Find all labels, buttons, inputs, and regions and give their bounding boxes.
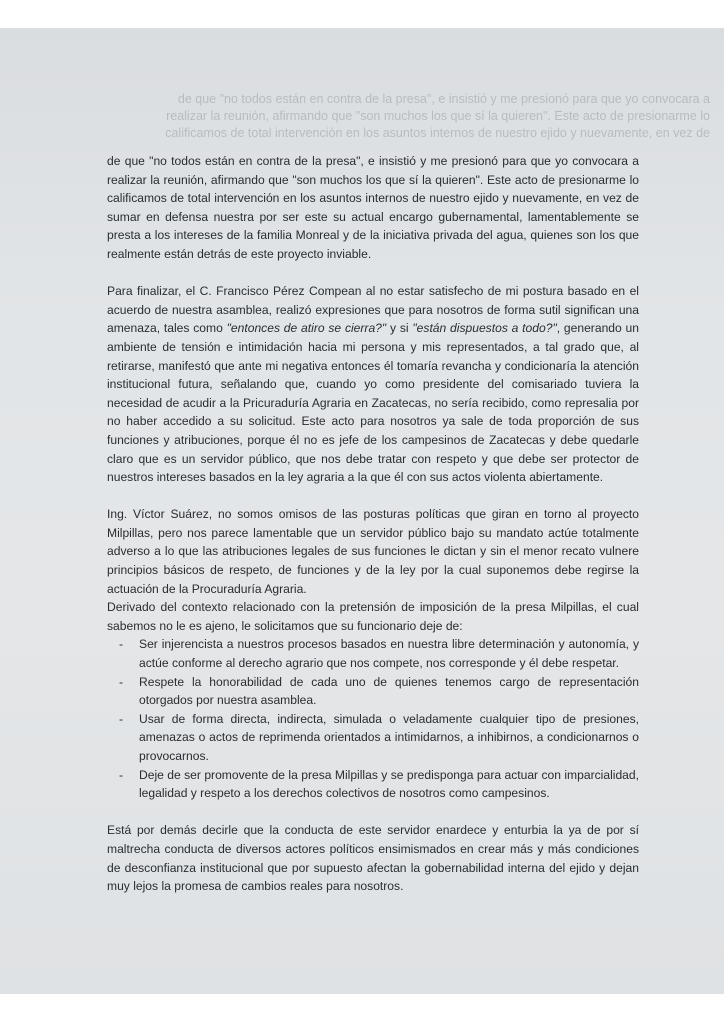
- bleed-through-line: calificamos de total intervención en los asuntos internos de nuestro ejido y nuevamente, en vez de: [165, 126, 710, 140]
- list-item-text: Usar de forma directa, indirecta, simulada o veladamente cualquier tipo de presiones, amenazas o actos de reprimenda orientados a intimidarnos, a inhibirnos, a condicionarnos o provocarnos.: [139, 711, 639, 763]
- list-item-text: Ser injerencista a nuestros procesos basados en nuestra libre determinación y autonomía, y actúe conforme al derecho agrario que nos compete, nos corresponde y él debe respetar.: [139, 637, 639, 671]
- list-dash: -: [119, 767, 124, 782]
- list-item-text: Deje de ser promovente de la presa Milpillas y se predisponga para actuar con imparcialidad, legalidad y respeto a los derechos colectivos de nosotros como campesinos.: [139, 767, 639, 801]
- paragraph-intervention: de que "no todos están en contra de la presa", e insistió y me presionó para que yo convocara a realizar la reunión, afirmando que "son muchos los que sí la quieren". Este acto de presionarme lo calificamos de total intervención en los asuntos internos de nuestro ejido y nuevamente, en vez de sumar en defensa nuestra por ser este su actual encargo gubernamental, lamentablemente se presta a los intereses de la familia Monreal y de la iniciativa privada del agua, quienes son los que realmente están detrás de este proyecto inviable.: [107, 154, 639, 261]
- paragraph-text: y si: [386, 321, 413, 336]
- list-item: [107, 766, 639, 803]
- paragraph-text: Para finalizar, el C. Francisco Pérez Compean al no estar satisfecho de mi postura basado en el acuerdo de nuestra asamblea, realizó expresiones que para nosotros de forma sutil significan una amenaza, tales como: [107, 284, 639, 336]
- list-dash: -: [119, 711, 124, 726]
- scanned-page: [0, 28, 724, 994]
- bleed-through-line: de que "no todos están en contra de la presa", e insistió y me presionó para que yo convocara a: [177, 92, 710, 106]
- list-dash: -: [119, 637, 124, 652]
- demands-list: [107, 635, 639, 802]
- paragraph-request: Derivado del contexto relacionado con la pretensión de imposición de la presa Milpillas, el cual sabemos no le es ajeno, le solicitamos que su funcionario deje de:: [107, 600, 639, 633]
- list-item-text: Respete la honorabilidad de cada uno de quienes tenemos cargo de representación otorgados por nuestra asamblea.: [139, 674, 639, 708]
- list-item: [107, 710, 639, 766]
- quoted-threat: "entonces de atiro se cierra?": [226, 321, 387, 336]
- paragraph-threats: [107, 282, 639, 487]
- quoted-threat: "están dispuestos a todo?": [412, 321, 557, 336]
- letter-body: [107, 152, 639, 896]
- paragraph-address: Ing. Víctor Suárez, no somos omisos de las posturas políticas que giran en torno al proyecto Milpillas, pero nos parece lamentable que un servidor público bajo su mandato actúe totalmente adverso a lo que las atribuciones legales de sus funciones le dictan y sin el menor recato vulnere principios básicos de respeto, de funciones y de la ley por la cual suponemos debe regirse la actuación de la Procuraduría Agraria.: [107, 507, 639, 596]
- list-dash: -: [119, 674, 124, 689]
- bleed-through-line: realizar la reunión, afirmando que "son muchos los que sí la quieren". Este acto de presionarme lo: [166, 109, 710, 123]
- list-item: [107, 635, 639, 672]
- list-item: [107, 673, 639, 710]
- paragraph-closing: Está por demás decirle que la conducta de este servidor enardece y enturbia la ya de por sí maltrecha conducta de diversos actores políticos ensimismados en crear más y más condiciones de desconfianza institucional que por supuesto afectan la gobernabilidad interna del ejido y dejan muy lejos la promesa de cambios reales para nosotros.: [107, 823, 639, 894]
- paragraph-text: , generando un ambiente de tensión e intimidación hacia mi persona y mis representados, a tal grado que, al retirarse, manifestó que ante mi negativa entonces él tomaría revancha y condicionaría la atención institucional futura, señalando que, cuando yo como presidente del comisariado tuviera la necesidad de acudir a la Pricuraduría Agraria en Zacatecas, no sería recibido, como represalia por no haber accedido a su solicitud. Este acto para nosotros ya sale de toda proporción de sus funciones y atribuciones, porque él no es jefe de los campesinos de Zacatecas y debe quedarle claro que es un servidor público, que nos debe tratar con respeto y que debe ser protector de nuestros intereses basados en la ley agraria a la que él con sus actos violenta abiertamente.: [107, 321, 639, 485]
